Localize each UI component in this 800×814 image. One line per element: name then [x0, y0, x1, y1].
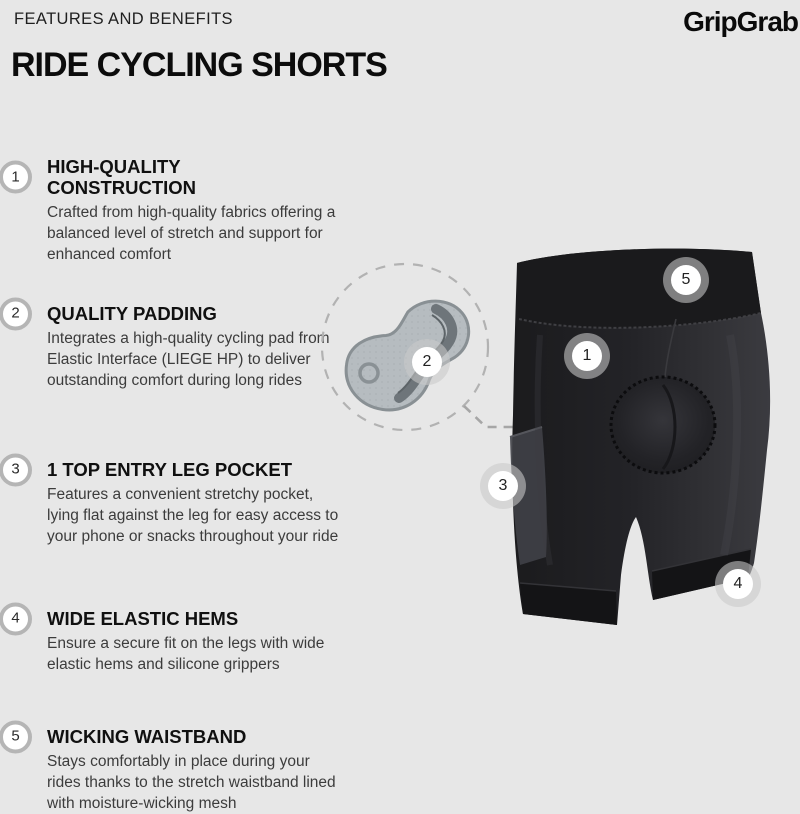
- callout-number: 4: [723, 569, 753, 599]
- feature-item: [11, 156, 347, 265]
- feature-item: [11, 726, 347, 814]
- callout-padding-detail[interactable]: [404, 339, 450, 385]
- feature-list: [11, 0, 344, 813]
- feature-description: Features a convenient stretchy pocket, lying flat against the leg for easy access to your phone or snacks throughout your ride: [47, 486, 339, 546]
- feature-heading: 1 HIGH-QUALITY CONSTRUCTION: [47, 156, 309, 198]
- callout-number: 2: [412, 347, 442, 377]
- feature-heading: 2 QUALITY PADDING: [47, 303, 309, 324]
- callout-number: 3: [488, 471, 518, 501]
- feature-item: [11, 608, 347, 675]
- feature-number-badge: 5: [0, 720, 32, 753]
- feature-item: [11, 303, 347, 391]
- callout-waistband[interactable]: [663, 257, 709, 303]
- callout-number: 5: [671, 265, 701, 295]
- page-title: RIDE CYCLING SHORTS: [11, 46, 387, 84]
- feature-description: Integrates a high-quality cycling pad from Elastic Interface (LIEGE HP) to deliver outstanding comfort during long rides: [47, 330, 330, 390]
- feature-number-badge: 3: [0, 453, 32, 486]
- feature-item: [11, 459, 347, 547]
- feature-number-badge: 1: [0, 161, 32, 194]
- feature-description: Crafted from high-quality fabrics offering a balanced level of stretch and support for enhanced comfort: [47, 204, 336, 264]
- feature-number-badge: 4: [0, 602, 32, 635]
- feature-heading: 3 1 TOP ENTRY LEG POCKET: [47, 459, 309, 480]
- callout-number: 1: [572, 341, 602, 371]
- feature-heading: 5 WICKING WAISTBAND: [47, 726, 309, 747]
- feature-number-badge: 2: [0, 297, 32, 330]
- brand-logo: GripGrab: [683, 6, 798, 37]
- page-eyebrow: FEATURES AND BENEFITS: [14, 10, 233, 28]
- product-illustration: [320, 240, 800, 670]
- callout-elastic-hem[interactable]: [715, 561, 761, 607]
- feature-description: Stays comfortably in place during your rides thanks to the stretch waistband lined with moisture-wicking mesh: [47, 753, 336, 813]
- callout-leg-pocket[interactable]: [480, 463, 526, 509]
- feature-heading: 4 WIDE ELASTIC HEMS: [47, 608, 309, 629]
- feature-description: Ensure a secure fit on the legs with wide elastic hems and silicone grippers: [47, 635, 325, 674]
- callout-shorts-fabric[interactable]: [564, 333, 610, 379]
